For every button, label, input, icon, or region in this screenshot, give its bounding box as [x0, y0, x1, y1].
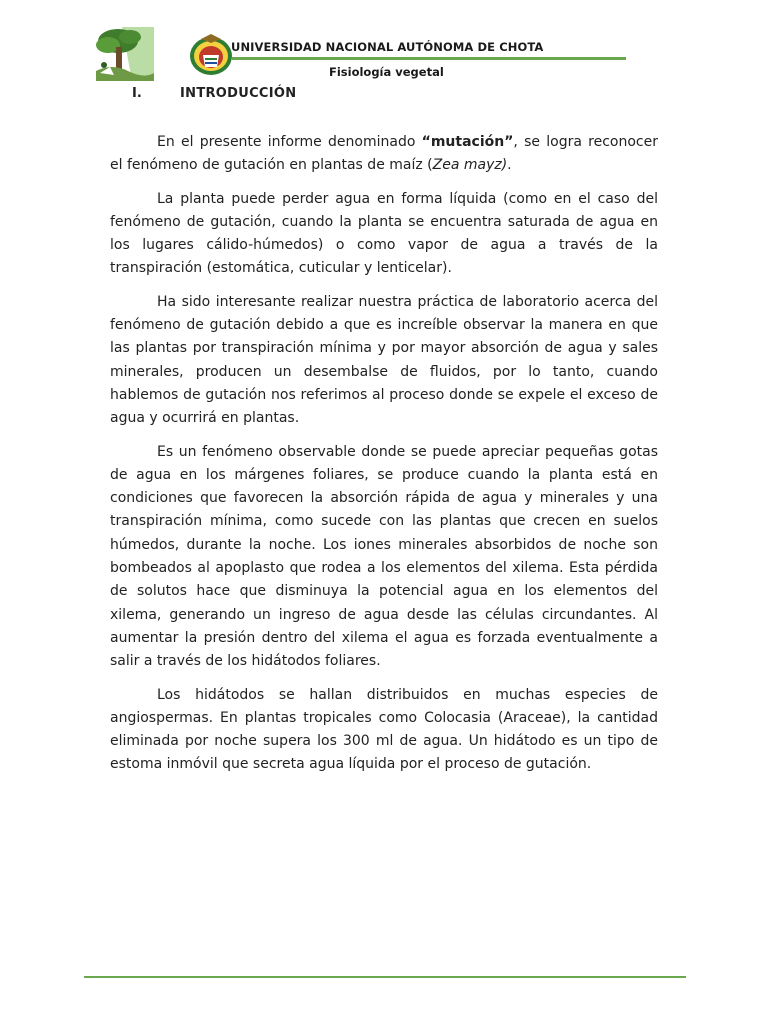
footer-rule: [84, 976, 686, 978]
section-number: I.: [132, 86, 142, 101]
university-seal: [188, 33, 234, 77]
paragraph-2: La planta puede perder agua en forma líquida (como en el caso del fenómeno de gutación, cuando la planta se encuentra saturada de agua en los lugares cálido-húmedos) o como vapor de agua a través de la transpiración (estomática, cuticular y lenticelar).: [110, 190, 658, 277]
paragraph-1-before: En el presente informe denominado: [157, 134, 422, 150]
paragraph-1-after: .: [507, 157, 512, 174]
paragraph-1-middle: , se logra reconocer el fenómeno de gutación en plantas de maíz (: [110, 134, 658, 174]
document-body: [110, 131, 658, 787]
paragraph-5: Los hidátodos se hallan distribuidos en muchas especies de angiospermas. En plantas tropicales como Colocasia (Araceae), la cantidad eliminada por noche supera los 300 ml de agua. Un hidátodo es un tipo de estoma inmóvil que secreta agua líquida por el proceso de gutación.: [110, 686, 658, 773]
paragraph-3: Ha sido interesante realizar nuestra práctica de laboratorio acerca del fenómeno de gutación debido a que es increíble observar la manera en que las plantas por transpiración mínima y por mayor absorción de agua y sales minerales, producen un desembalse de fluidos, por lo tanto, cuando hablemos de gutación nos referimos al proceso donde se expele el exceso de agua y ocurrirá en plantas.: [110, 293, 658, 427]
report-name: “mutación”: [421, 134, 514, 150]
paragraph-1: [110, 131, 658, 178]
course-name: Fisiología vegetal: [329, 65, 444, 79]
paragraph-4: Es un fenómeno observable donde se puede apreciar pequeñas gotas de agua en los márgenes foliares, se produce cuando la planta está en condiciones que favorecen la absorción rápida de agua y minerales y una transpiración mínima, como sucede con las plantas que crecen en suelos húmedos, durante la noche. Los iones minerales absorbidos de noche son bombeados al apoplasto que rodea a los elementos del xilema. Esta pérdida de solutos hace que disminuya la potencial agua en los elementos del xilema, generando un ingreso de agua desde las células circundantes. Al aumentar la presión dentro del xilema el agua es forzada eventualmente a salir a través de los hidátodos foliares.: [110, 443, 658, 670]
faculty-logo: [92, 27, 154, 81]
section-title: INTRODUCCIÓN: [180, 86, 297, 101]
university-name: UNIVERSIDAD NACIONAL AUTÓNOMA DE CHOTA: [231, 40, 544, 54]
header-rule: [232, 57, 626, 60]
species-name: Zea mayz): [432, 157, 508, 174]
